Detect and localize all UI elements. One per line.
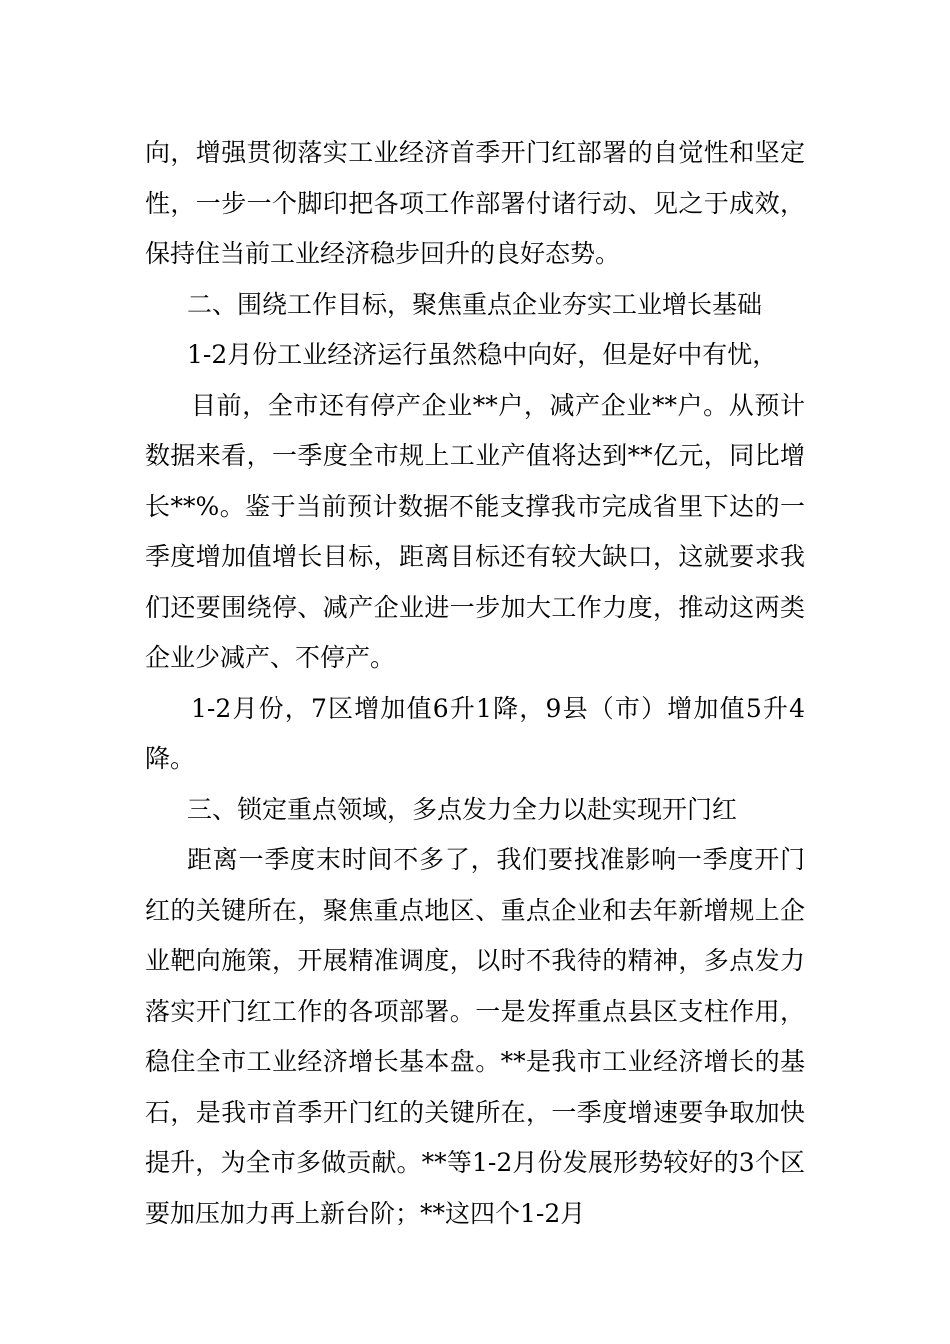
paragraph-intro: 1-2月份工业经济运行虽然稳中向好，但是好中有忧，: [187, 340, 778, 369]
paragraph-district-stats: 1-2月份，7区增加值6升1降，9县（市）增加值5升4降。: [145, 693, 805, 773]
section-heading-3: 三、锁定重点领域，多点发力全力以赴实现开门红: [187, 794, 738, 824]
section-heading-2: 二、围绕工作目标，聚焦重点企业夯实工业增长基础: [187, 289, 763, 319]
paragraph-current-status: 目前，全市还有停产企业**户，减产企业**户。从预计数据来看，一季度全市规上工业产值将达到**亿元，同比增长**%。鉴于当前预计数据不能支撑我市完成省里下达的一季度增加值增长目标，距离目标还有较大缺口，这就要求我们还要围绕停、减产企业进一步加大工作力度，推动这两类企业少减产、不停产。: [145, 390, 805, 672]
document-body: [145, 128, 805, 1239]
paragraph-key-areas: 距离一季度末时间不多了，我们要找准影响一季度开门红的关键所在，聚焦重点地区、重点企业和去年新增规上企业靶向施策，开展精准调度，以时不我待的精神，多点发力落实开门红工作的各项部署。一是发挥重点县区支柱作用，稳住全市工业经济增长基本盘。**是我市工业经济增长的基石，是我市首季开门红的关键所在，一季度增速要争取加快提升，为全市多做贡献。**等1-2月份发展形势较好的3个区要加压加力再上新台阶；**这四个1-2月: [145, 845, 805, 1228]
paragraph-continuation: 向，增强贯彻落实工业经济首季开门红部署的自觉性和坚定性，一步一个脚印把各项工作部署付诸行动、见之于成效，保持住当前工业经济稳步回升的良好态势。: [145, 138, 805, 268]
